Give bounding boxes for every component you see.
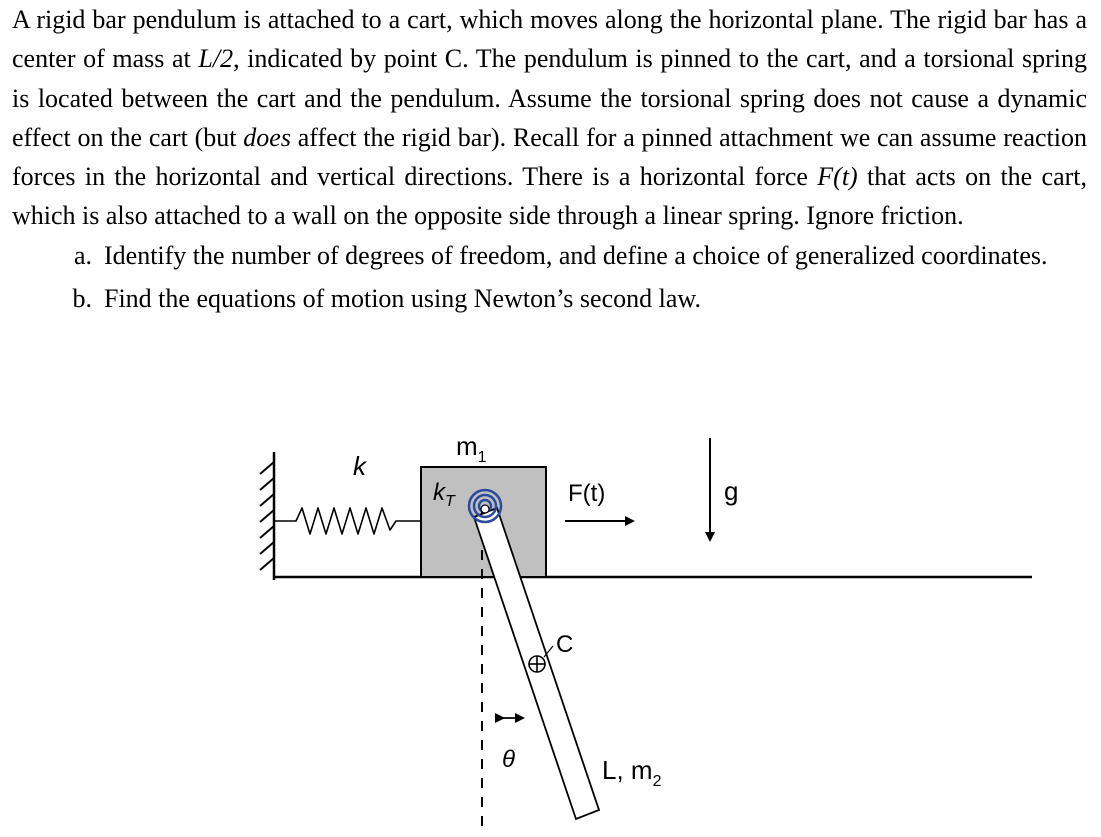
force-label: F(t) — [568, 480, 606, 507]
question-a-text: Identify the number of degrees of freedom, and define a choice of generalized coordinates. — [104, 240, 1048, 270]
problem-intro: A rigid bar pendulum is attached to a cart, which moves along the horizontal plane. The rigid bar has a center of mass at L/2, indicated by point C. The pendulum is pinned to the cart, and a torsional spring is located between the cart and the pendulum. Assume the torsional spring does not cause a dynamic effect on the cart (but does affect the rigid bar). Recall for a pinned attachment we can assume reaction forces in the horizontal and vertical directions. There is a horizontal force F(t) that acts on the cart, which is also attached to a wall on the opposite side through a linear spring. Ignore friction. — [12, 5, 1088, 231]
m1-label: $m_1$ — [456, 431, 487, 466]
wall — [260, 452, 274, 580]
pin-joint — [481, 505, 489, 513]
k-label: k — [353, 451, 366, 481]
question-b-text: Find the equations of motion using Newton’s second law. — [104, 284, 701, 314]
com-label: C — [556, 631, 574, 658]
theta-label: θ — [502, 746, 516, 773]
center-of-mass-symbol — [529, 656, 545, 672]
gravity-label: g — [724, 476, 739, 506]
bar-label: L, $m_2$ — [602, 755, 662, 790]
question-a-label: a. — [73, 240, 92, 270]
question-b-label: b. — [72, 284, 92, 314]
linear-spring — [274, 508, 421, 534]
kT-label: $k_T$ — [433, 479, 455, 510]
